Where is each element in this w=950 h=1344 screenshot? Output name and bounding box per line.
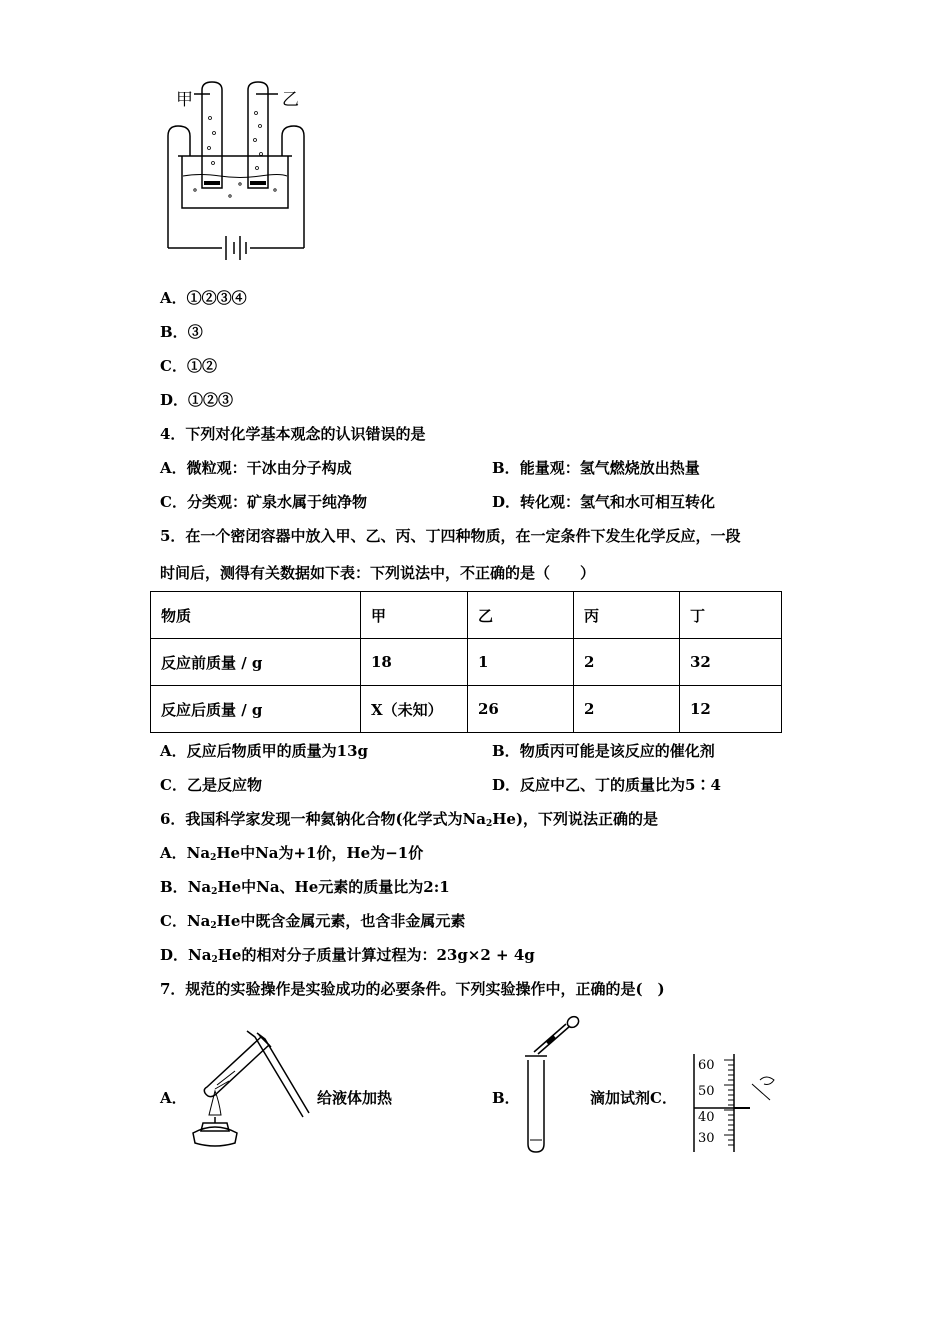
table-cell: X（未知） bbox=[361, 686, 468, 733]
table-header-cell: 丁 bbox=[680, 592, 782, 639]
q7-option-b-key: B． bbox=[492, 1089, 520, 1107]
table-header-cell: 乙 bbox=[468, 592, 574, 639]
table-cell: 18 bbox=[361, 639, 468, 686]
q5-option-c: C．乙是反应物 bbox=[160, 776, 262, 794]
table-header-row bbox=[151, 592, 782, 639]
q6-option-c: C．$Na_2He$中既含金属元素，也含非金属元素 bbox=[160, 912, 466, 931]
q7-option-b-text: 滴加试剂C． bbox=[590, 1089, 677, 1107]
formula: $Na_2He$ bbox=[188, 946, 242, 965]
q7-stem: 7．规范的实验操作是实验成功的必要条件。下列实验操作中，正确的是( ) bbox=[160, 980, 665, 998]
q4-stem: 4．下列对化学基本观念的认识错误的是 bbox=[160, 425, 426, 443]
q5-option-b: B．物质丙可能是该反应的催化剂 bbox=[492, 742, 715, 760]
q3-option-a: A．①②③④ bbox=[160, 289, 247, 307]
table-cell: 26 bbox=[468, 686, 574, 733]
cylinder-tick-label: 60 bbox=[698, 1058, 715, 1073]
tube-label-jia: 甲 bbox=[176, 90, 193, 110]
table-row bbox=[151, 686, 782, 733]
formula: $Na_2He$ bbox=[186, 844, 241, 863]
q4-option-d: D．转化观：氢气和水可相互转化 bbox=[492, 493, 716, 511]
q4-option-b: B．能量观：氢气燃烧放出热量 bbox=[492, 459, 700, 477]
table-cell: 32 bbox=[680, 639, 782, 686]
formula: $Na_2He$ bbox=[186, 912, 241, 931]
q6-option-d: D．$Na_2He$的相对分子质量计算过程为：23g×2 + 4g bbox=[160, 946, 535, 965]
q5-stem-line2: 时间后，测得有关数据如下表：下列说法中，不正确的是（ ） bbox=[160, 564, 596, 582]
table-header-cell: 物质 bbox=[151, 592, 361, 639]
table-header-cell: 丙 bbox=[574, 592, 680, 639]
q3-option-c: C．①② bbox=[160, 357, 217, 375]
table-header-cell: 甲 bbox=[361, 592, 468, 639]
q6-stem: 6．我国科学家发现一种氦钠化合物(化学式为$Na_2He$)，下列说法正确的是 bbox=[160, 810, 659, 829]
q3-option-b: B．③ bbox=[160, 323, 203, 341]
table-cell: 2 bbox=[574, 686, 680, 733]
formula: $Na_2He$ bbox=[187, 878, 242, 897]
q4-option-a: A．微粒观：干冰由分子构成 bbox=[160, 459, 352, 477]
q6-option-a: A．$Na_2He$中Na为+1价，He为−1价 bbox=[160, 844, 424, 863]
q5-option-d: D．反应中乙、丁的质量比为5∶4 bbox=[492, 776, 721, 794]
table-cell: 反应后质量 / g bbox=[151, 686, 361, 733]
table-cell: 1 bbox=[468, 639, 574, 686]
q4-option-c: C．分类观：矿泉水属于纯净物 bbox=[160, 493, 367, 511]
table-cell: 2 bbox=[574, 639, 680, 686]
table-cell: 反应前质量 / g bbox=[151, 639, 361, 686]
q5-data-table bbox=[150, 591, 782, 733]
table-row bbox=[151, 639, 782, 686]
q5-stem-line1: 5．在一个密闭容器中放入甲、乙、丙、丁四种物质，在一定条件下发生化学反应，一段 bbox=[160, 527, 741, 545]
q6-option-b: B．$Na_2He$中Na、He元素的质量比为2:1 bbox=[160, 878, 450, 897]
heating-liquid-figure bbox=[185, 1025, 315, 1155]
q5-option-a: A．反应后物质甲的质量为13g bbox=[160, 742, 369, 760]
q7-option-a-key: A． bbox=[160, 1089, 187, 1107]
table-cell: 12 bbox=[680, 686, 782, 733]
dropper-figure bbox=[520, 1012, 585, 1157]
q3-option-d: D．①②③ bbox=[160, 391, 234, 409]
cylinder-tick-label: 40 bbox=[698, 1110, 715, 1125]
tube-label-yi: 乙 bbox=[282, 90, 299, 110]
cylinder-tick-label: 30 bbox=[698, 1131, 715, 1146]
cylinder-tick-label: 50 bbox=[698, 1084, 715, 1099]
q7-option-a-text: 给液体加热 bbox=[317, 1089, 393, 1107]
